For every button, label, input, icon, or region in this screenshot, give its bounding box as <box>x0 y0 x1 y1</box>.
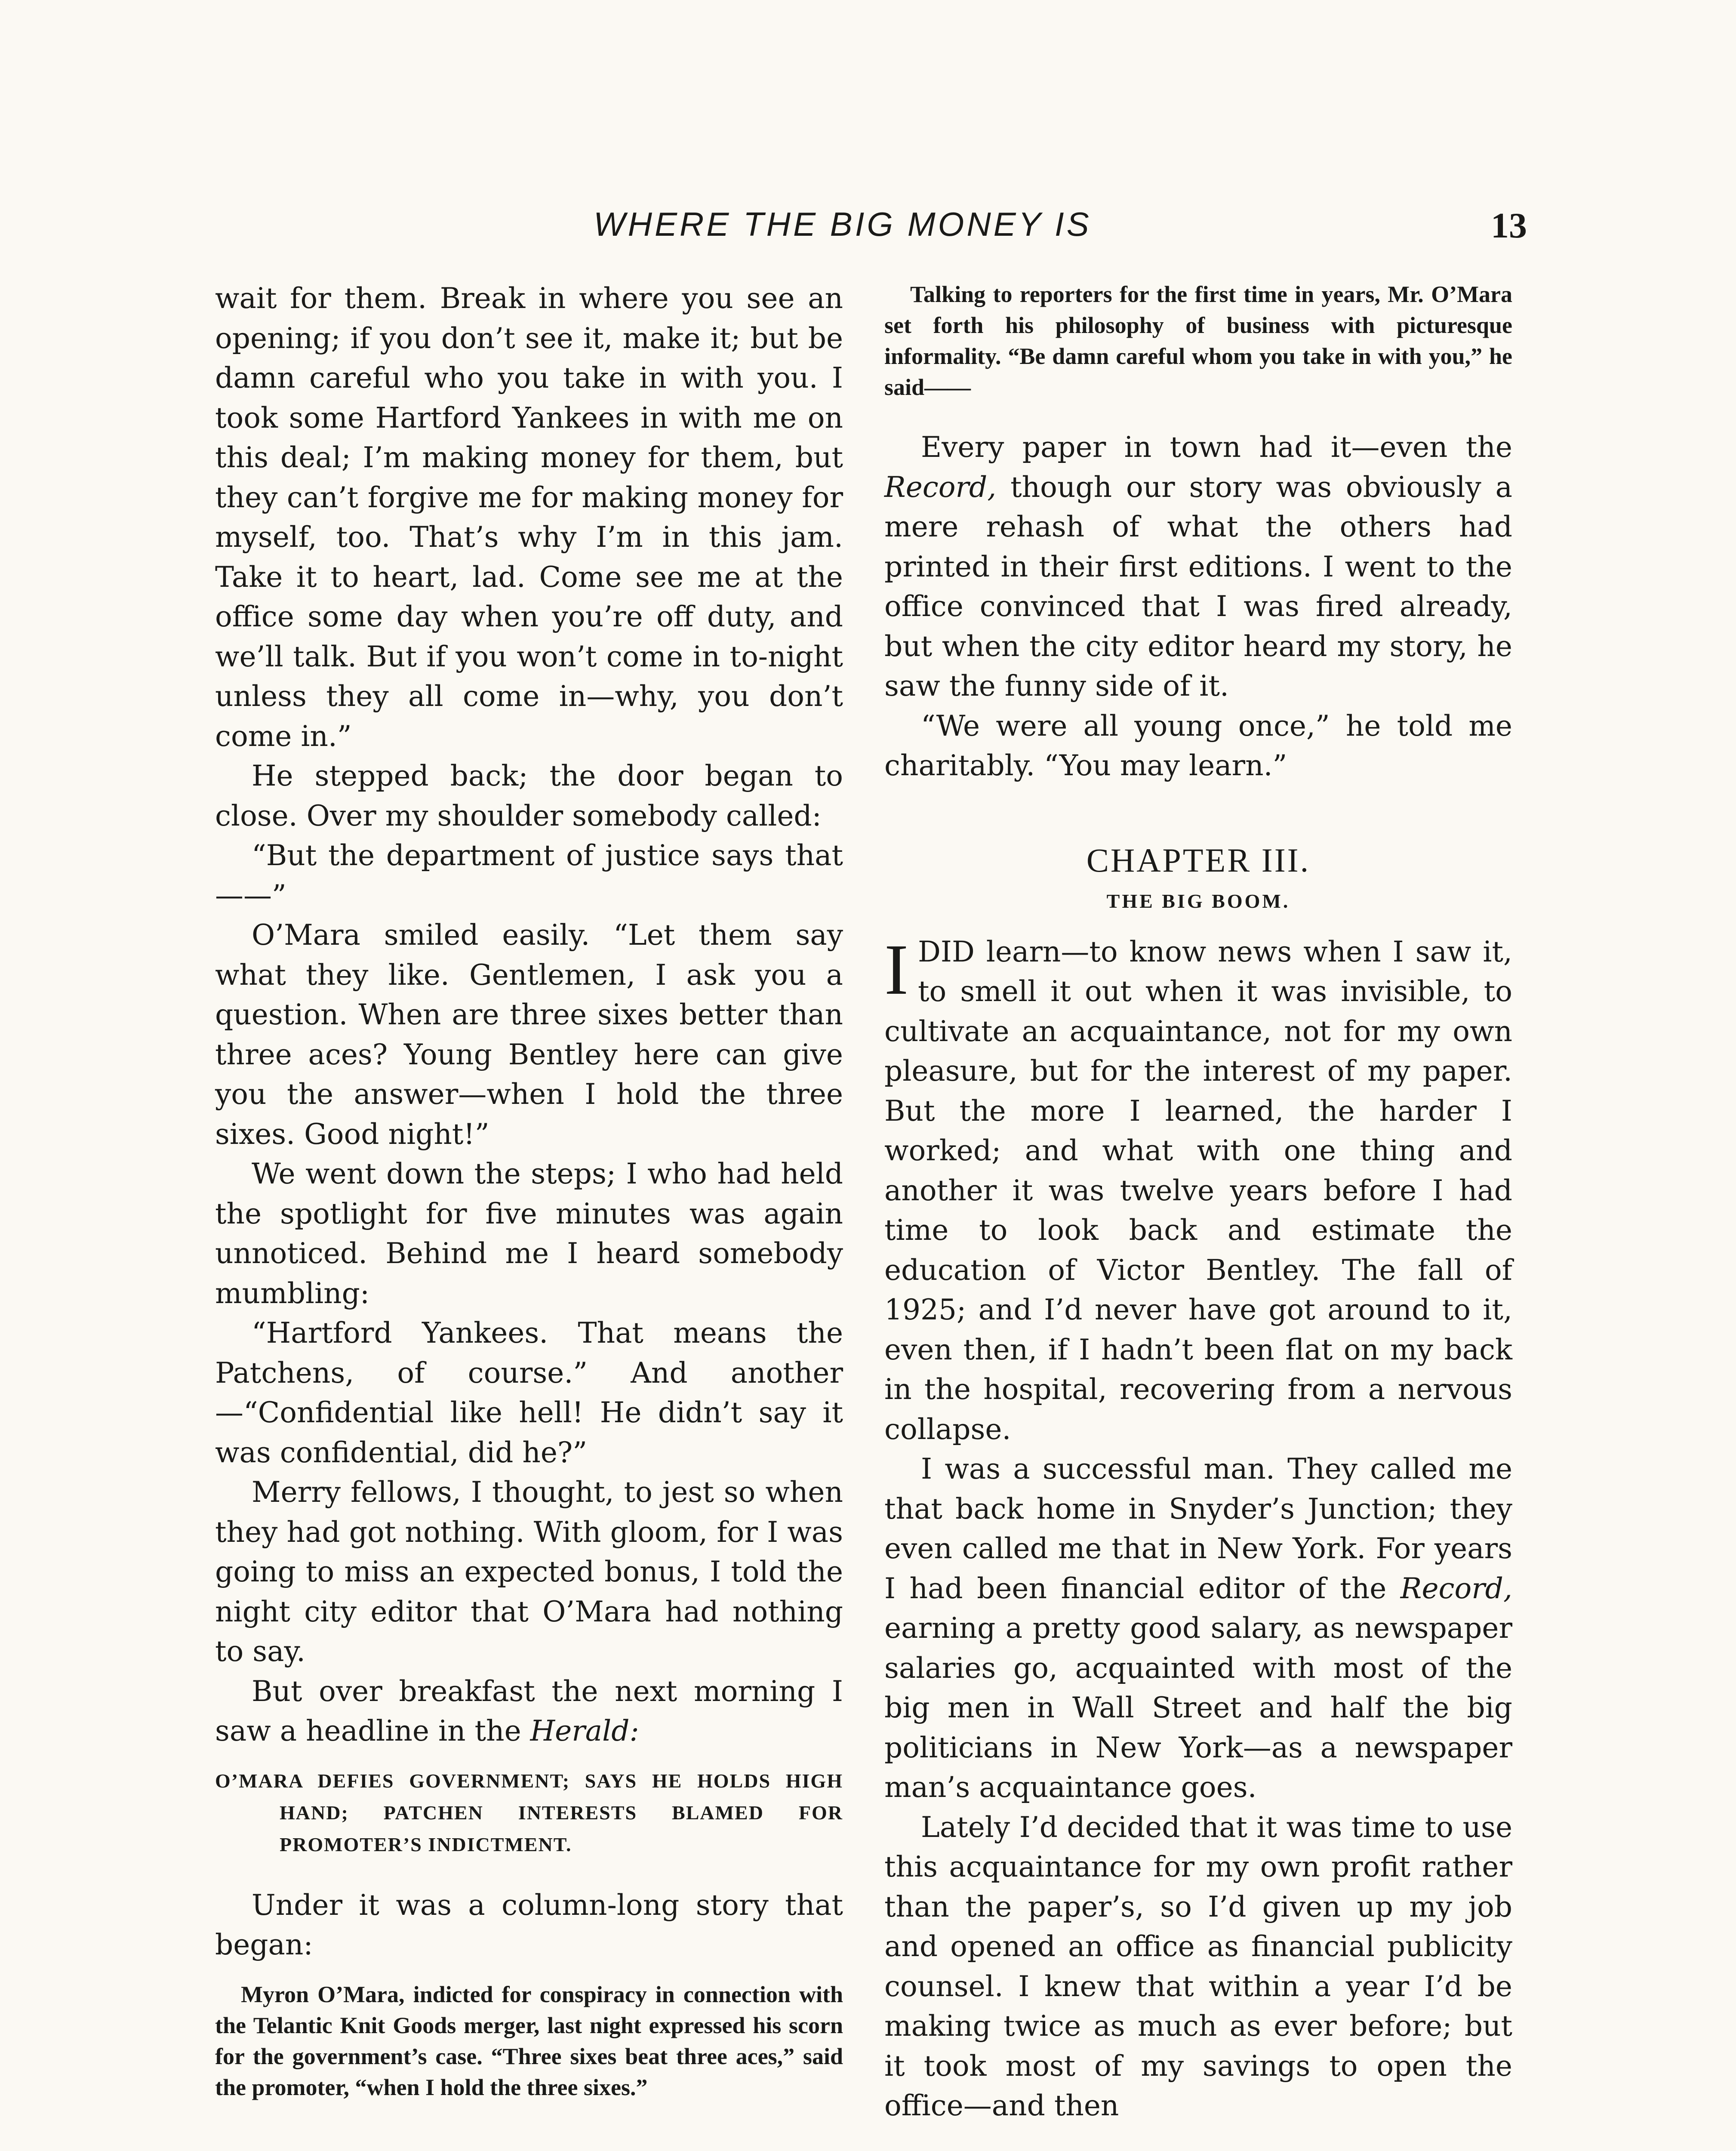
chapter-subtitle: THE BIG BOOM. <box>1106 890 1290 912</box>
page-number: 13 <box>1491 206 1527 246</box>
paragraph: “We were all young once,” he told me charitably. “You may learn.” <box>884 709 1512 782</box>
paragraph: He stepped back; the door began to close. Over my shoulder somebody called: <box>215 759 843 832</box>
paragraph-text: But over breakfast the next morning I saw a headline in the <box>215 1674 843 1747</box>
paragraph-text: I was a successful man. They called me that back home in Snyder’s Junction; they even called me that in New York. For years I had been financial editor of the <box>884 1452 1512 1605</box>
paragraph-text: DID learn—to know news when I saw it, to smell it out when it was invisible, to cultivate an acquaintance, not for my own pleasure, but for the interest of my paper. But the more I learned, the harder I worked; and what with one thing and another it was twelve years before I had time to look back and estimate the education of Victor Bentley. The fall of 1925; and I’d never have got around to it, even then, if I hadn’t been flat on my back in the hospital, recovering from a nervous collapse. <box>884 935 1512 1446</box>
newspaper-name: Herald: <box>530 1714 639 1747</box>
drop-cap: I <box>884 929 908 1010</box>
newspaper-headline: O’MARA DEFIES GOVERNMENT; SAYS HE HOLDS HIGH HAND; PATCHEN INTERESTS BLAMED FOR PROMOTER’S INDICTMENT. <box>215 1769 843 1855</box>
paragraph <box>884 1449 1512 1808</box>
paragraph <box>884 929 1512 1450</box>
paragraph: O’Mara smiled easily. “Let them say what they like. Gentlemen, I ask you a question. When are three sixes better than three aces? Young Bentley here can give you the answer—when I hold the three sixes. Good night!” <box>215 918 843 1151</box>
paragraph: Lately I’d decided that it was time to use this acquaintance for my own profit rather than the paper’s, so I’d given up my job and opened an office as financial publicity counsel. I knew that within a year I’d be making twice as much as ever before; but it took most of my savings to open the office—and then <box>884 1810 1512 2122</box>
right-column <box>884 279 1512 2126</box>
paragraph <box>884 428 1512 706</box>
paragraph: We went down the steps; I who had held the spotlight for five minutes was again unnoticed. Behind me I heard somebody mumbling: <box>215 1157 843 1310</box>
paragraph-text: though our story was obviously a mere rehash of what the others had printed in their first editions. I went to the office convinced that I was fired already, but when the city editor heard my story, he saw the funny side of it. <box>884 470 1512 703</box>
paragraph: Under it was a column-long story that began: <box>215 1888 843 1961</box>
paragraph: “Hartford Yankees. That means the Patchens, of course.” And another—“Confidential like hell! He didn’t say it was confidential, did he?” <box>215 1316 843 1469</box>
newspaper-name: Record, <box>884 470 997 504</box>
paragraph-text: earning a pretty good salary, as newspaper salaries go, acquainted with most of the big men in Wall Street and half the big politicians in New York—as a newspaper man’s acquaintance goes. <box>884 1612 1512 1804</box>
news-excerpt: Myron O’Mara, indicted for conspiracy in connection with the Telantic Knit Goods merger, last night expressed his scorn for the government’s case. “Three sixes beat three aces,” said the promoter, “when I hold the three sixes.” <box>215 1981 843 2100</box>
paragraph: wait for them. Break in where you see an opening; if you don’t see it, make it; but be damn careful who you take in with you. I took some Hartford Yankees in with me on this deal; I’m making money for them, but they can’t forgive me for making money for myself, too. That’s why I’m in this jam. Take it to heart, lad. Come see me at the office some day when you’re off duty, and we’ll talk. But if you won’t come in to-night unless they all come in—why, you don’t come in.” <box>215 282 843 753</box>
paragraph-text: Every paper in town had it—even the <box>921 431 1512 464</box>
paragraph: “But the department of justice says that——” <box>215 839 843 912</box>
chapter-heading: CHAPTER III. <box>1086 841 1311 879</box>
paragraph: Merry fellows, I thought, to jest so when they had got nothing. With gloom, for I was going to miss an expected bonus, I told the night city editor that O’Mara had nothing to say. <box>215 1476 843 1668</box>
left-column <box>215 279 843 2103</box>
newspaper-name: Record, <box>1400 1572 1512 1605</box>
paragraph <box>215 1672 843 1751</box>
running-title: WHERE THE BIG MONEY IS <box>594 205 1092 243</box>
news-excerpt: Talking to reporters for the first time in years, Mr. O’Mara set forth his philosophy of business with picturesque informality. “Be damn careful whom you take in with you,” he said—— <box>884 281 1512 400</box>
